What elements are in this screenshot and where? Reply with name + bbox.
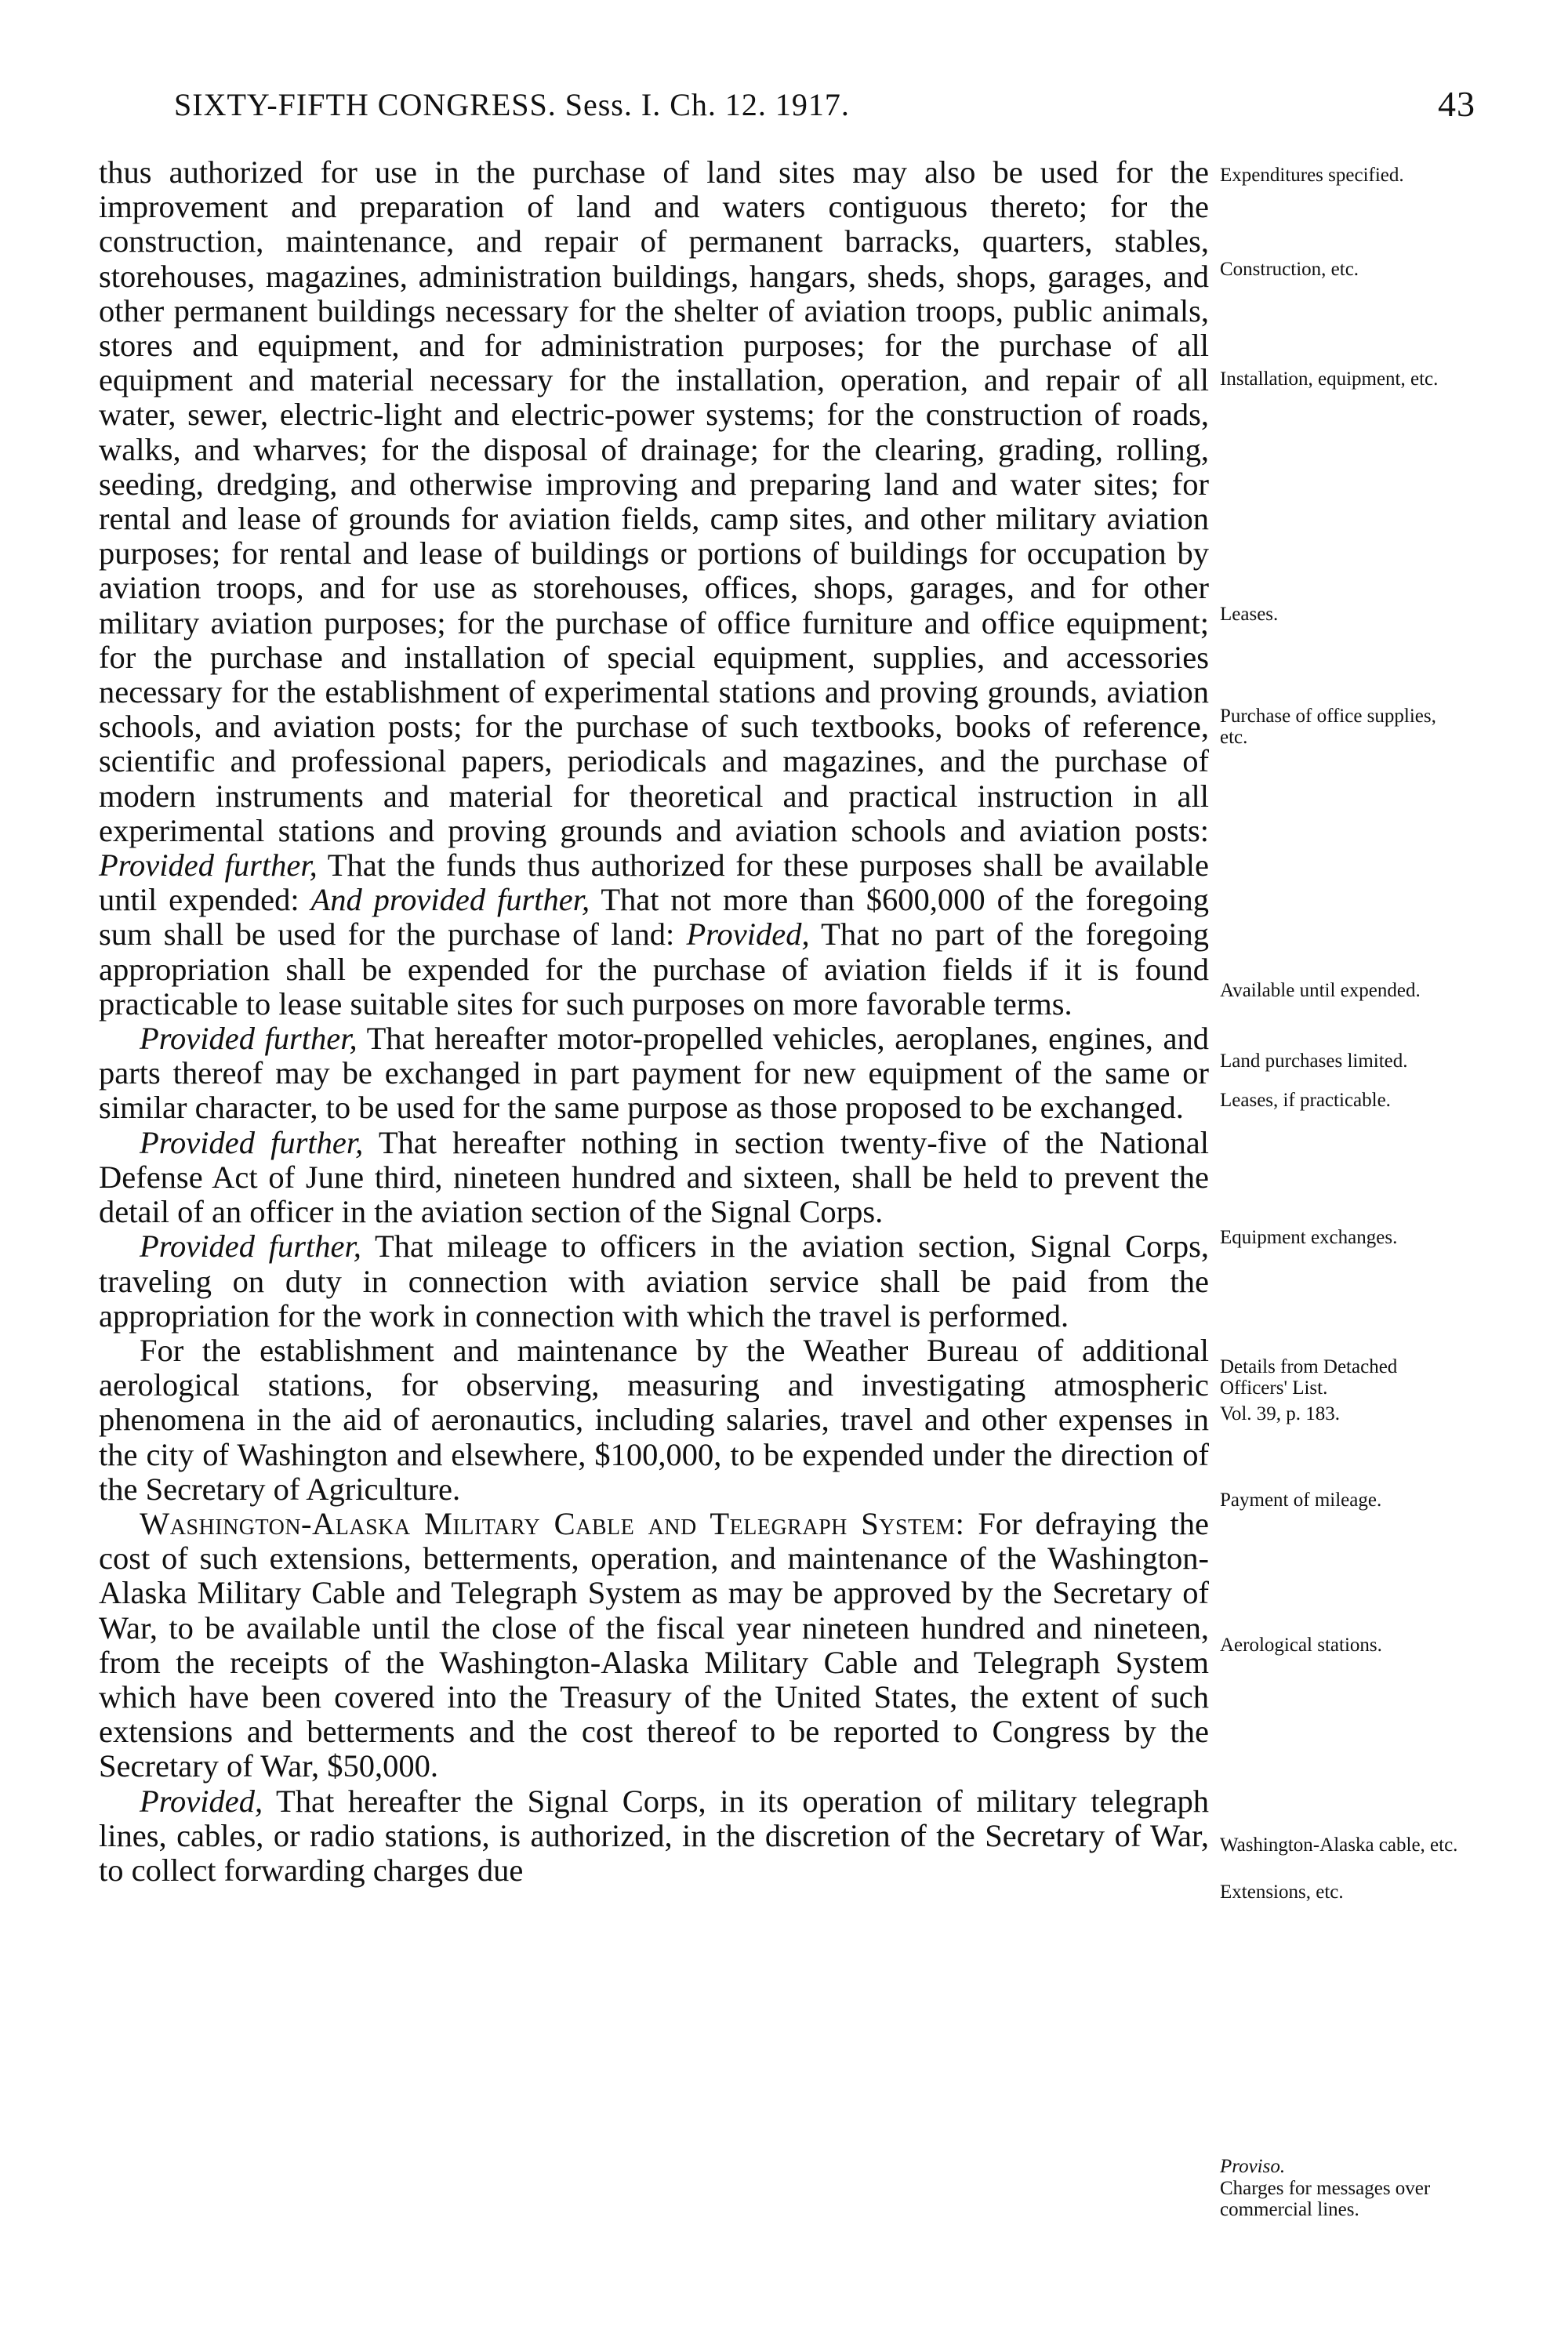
margin-note-land-purchases: Land purchases limited. [1220, 1051, 1408, 1072]
proviso-label: Provided, [686, 916, 810, 953]
text-segment: That not more than $600,000 of the foregoing sum shall be used for the purchase of land: [99, 882, 1210, 953]
margin-note-equipment-exchanges: Equipment exchanges. [1220, 1227, 1398, 1248]
proviso-label: And provided further, [310, 882, 590, 918]
margin-note-cable: Washington-Alaska cable, etc. [1220, 1834, 1458, 1856]
margin-note-charges: Charges for messages over commercial lines. [1220, 2178, 1431, 2220]
paragraph-forwarding-charges [99, 1784, 1209, 1889]
paragraph-mileage [99, 1229, 1209, 1334]
paragraph-aerological-stations [99, 1334, 1209, 1507]
margin-note-expenditures: Expenditures specified. [1220, 165, 1404, 186]
page-number: 43 [1438, 84, 1475, 124]
margin-note-leases: Leases. [1220, 604, 1279, 625]
main-text [99, 155, 1209, 1888]
margin-note-available-until-expended: Available until expended. [1220, 980, 1421, 1001]
margin-note-leases-practicable: Leases, if practicable. [1220, 1090, 1391, 1111]
text-segment: thus authorized for use in the purchase of land sites may also be used for the improvement and preparation of land and waters contiguous thereto; for the construction, maintenance, and repair of permanent barracks, quarters, stables, storehouses, magazines, administration buildings, hangars, sheds, shops, garages, and other permanent buildings necessary for the shelter of aviation troops, public animals, stores and equipment, and for administration purposes; for the purchase of all equipment and material necessary for the installation, operation, and repair of all water, sewer, electric-light and electric-power systems; for the construction of roads, walks, and wharves; for the disposal of drainage; for the clearing, grading, rolling, seeding, dredging, and otherwise improving and preparing land and water sites; for rental and lease of grounds for aviation fields, camp sites, and other military aviation purposes; for rental and lease of buildings or portions of buildings for occupation by aviation troops, and for use as storehouses, offices, shops, garages, and for other military aviation purposes; for the purchase of office furniture and office equipment; for the purchase and installation of special equipment, supplies, and accessories necessary for the establishment of experimental stations and proving grounds, aviation schools, and aviation posts; for the purchase of such textbooks, books of reference, scientific and professional papers, periodicals and magazines, and the purchase of modern instruments and material for theoretical and practical instruction in all experimental stations and proving grounds and aviation schools and aviation posts: [99, 154, 1209, 848]
section-heading: Washington-Alaska Military Cable and Telegraph System: [140, 1505, 965, 1541]
margin-note-office-supplies: Purchase of office supplies, etc. [1220, 706, 1436, 748]
margin-note-construction: Construction, etc. [1220, 259, 1359, 280]
text-segment: That no part of the foregoing appropriation shall be expended for the purchase of aviation fields if it is found practicable to lease suitable sites for such purposes on more favorable terms. [99, 916, 1210, 1022]
proviso-label: Provided, [140, 1783, 263, 1819]
proviso-label: Provided further, [99, 847, 318, 884]
proviso-label: Provided further, [140, 1124, 364, 1160]
text-segment: That the funds thus authorized for these purposes shall be available until expended: [99, 847, 1209, 918]
paragraph-equipment-exchanges [99, 1022, 1209, 1126]
margin-note-volume-reference: Vol. 39, p. 183. [1220, 1403, 1341, 1424]
proviso-label: Provided further, [140, 1228, 361, 1265]
margin-note-aerological: Aerological stations. [1220, 1635, 1382, 1656]
margin-note-proviso [1220, 2156, 1463, 2177]
margin-note-proviso-label: Proviso. [1220, 2156, 1286, 2177]
paragraph-cable-system [99, 1507, 1209, 1784]
margin-note-mileage: Payment of mileage. [1220, 1490, 1382, 1511]
paragraph-officer-details [99, 1126, 1209, 1230]
margin-note-extensions: Extensions, etc. [1220, 1882, 1344, 1903]
text-segment: For the establishment and maintenance by the Weather Bureau of additional aerological stations, for observing, measuring and investigating atmospheric phenomena in the aid of aeronautics, including salaries, travel and other expenses in the city of Washington and elsewhere, $100,000, to be expended under the direction of the Secretary of Agriculture. [99, 1332, 1209, 1507]
page-header [174, 86, 1475, 127]
text-segment: For defraying the cost of such extensions, betterments, operation, and maintenance of the Washington-Alaska Military Cable and Telegraph System as may be approved by the Secretary of War, to be available until the close of the fiscal year nineteen hundred and nineteen, from the receipts of the Washington-Alaska Military Cable and Telegraph System which have been covered into the Treasury of the United States, the extent of such extensions and betterments and the cost thereof to be reported to Congress by the Secretary of War, $50,000. [99, 1505, 1209, 1784]
margin-note-installation: Installation, equipment, etc. [1220, 368, 1439, 390]
text-segment: That mileage to officers in the aviation section, Signal Corps, traveling on duty in connection with aviation service shall be paid from the appropriation for the work in connection with which the travel is performed. [99, 1228, 1209, 1334]
proviso-label: Provided further, [140, 1021, 358, 1057]
margin-note-detached-officers: Details from Detached Officers' List. [1220, 1356, 1398, 1399]
text-segment: That hereafter motor-propelled vehicles, aeroplanes, engines, and parts thereof may be exchanged in part payment for new equipment of the same or similar character, to be used for the same purpose as those proposed to be exchanged. [99, 1021, 1209, 1126]
paragraph-aviation-funds [99, 155, 1209, 1022]
text-segment: That hereafter nothing in section twenty-five of the National Defense Act of June third, nineteen hundred and sixteen, shall be held to prevent the detail of an officer in the aviation section of the Signal Corps. [99, 1124, 1209, 1230]
text-segment: That hereafter the Signal Corps, in its operation of military telegraph lines, cables, or radio stations, is authorized, in the discretion of the Secretary of War, to collect forwarding charges due [99, 1783, 1209, 1888]
running-head: SIXTY-FIFTH CONGRESS. Sess. I. Ch. 12. 1917. [174, 87, 850, 122]
